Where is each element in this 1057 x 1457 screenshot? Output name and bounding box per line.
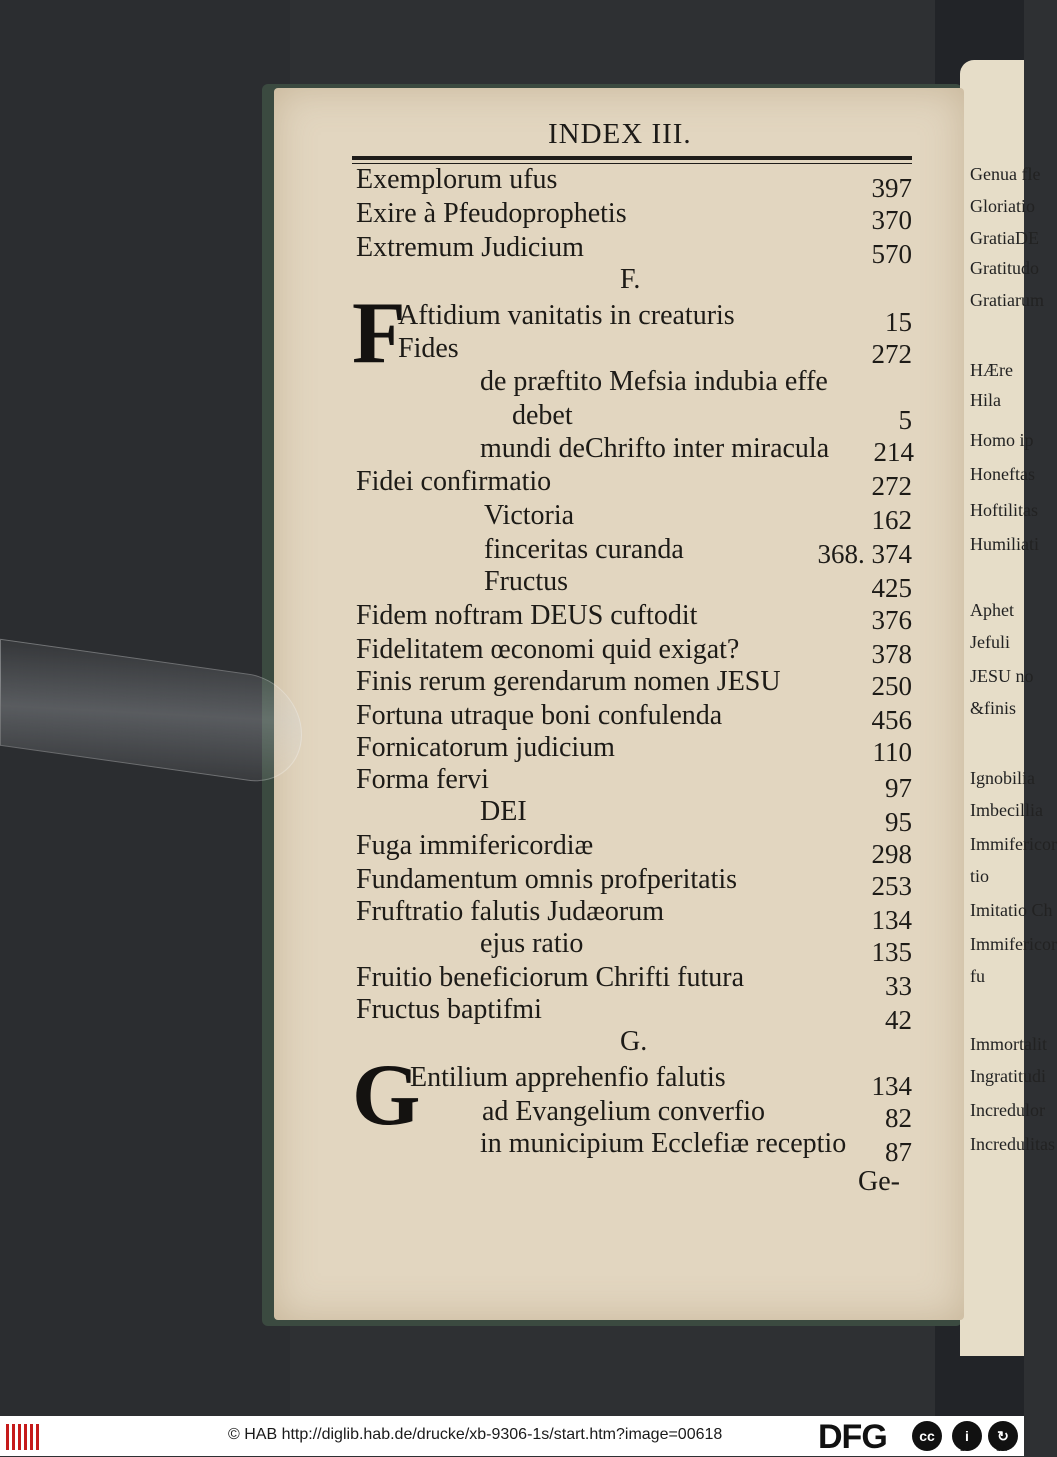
facing-page-fragment	[960, 60, 1057, 1356]
facing-line: Incredulitas	[970, 1134, 1055, 1154]
facing-line: Immifericor	[970, 834, 1057, 854]
facing-line: Humiliati	[970, 534, 1039, 554]
page-number: 272	[871, 471, 912, 501]
page-number: 370	[871, 205, 912, 235]
page-number: 134	[871, 1071, 912, 1101]
page-number: 162	[871, 505, 912, 535]
index-entry: Fidelitatem œconomi quid exigat?	[356, 634, 740, 665]
index-entry: de præftito Mefsia indubia effe	[480, 366, 828, 397]
copyright-url[interactable]: © HAB http://diglib.hab.de/drucke/xb-9306-1s/start.htm?image=00618	[228, 1426, 723, 1443]
facing-line: Imitatio Ch	[970, 900, 1053, 920]
page-number: 570	[871, 239, 912, 269]
page-number: 135	[871, 937, 912, 967]
facing-line: Gratitudo	[970, 258, 1039, 278]
index-entry: Fructus baptifmi	[356, 994, 542, 1025]
facing-line: Gratiarum	[970, 290, 1044, 310]
index-entry: Fortuna utraque boni confulenda	[356, 700, 723, 731]
index-entry: Forma fervi	[356, 764, 489, 795]
index-entry: finceritas curanda	[484, 534, 684, 565]
by-license-icon[interactable]: i	[952, 1421, 982, 1451]
page-number: 42	[885, 1005, 912, 1035]
drop-initial-f: F	[352, 285, 406, 382]
index-entry: Fides	[398, 333, 459, 364]
page-number: 15	[885, 307, 912, 337]
index-entry: Fundamentum omnis profperitatis	[356, 864, 738, 895]
facing-line: Hila	[970, 390, 1001, 410]
sa-label: SA	[996, 1444, 1007, 1453]
facing-line: Incredulor	[970, 1100, 1045, 1120]
index-entry: ad Evangelium converfio	[482, 1096, 766, 1127]
running-head: INDEX III.	[548, 118, 692, 150]
facing-line: JESU no	[970, 666, 1034, 686]
facing-line: Imbecillia	[970, 800, 1043, 820]
facing-line: fu	[970, 966, 985, 986]
index-entry: Fruitio beneficiorum Chrifti futura	[356, 962, 745, 993]
page-number: 214	[873, 437, 914, 467]
index-entry: mundi deChrifto inter miracula	[480, 433, 830, 464]
index-entry: Entilium apprehenfio falutis	[410, 1062, 726, 1093]
facing-line: Ingratitudi	[970, 1066, 1046, 1086]
hab-logo-icon[interactable]	[6, 1424, 44, 1450]
facing-line: Jefuli	[970, 632, 1010, 652]
sa-license-icon[interactable]: ↻	[988, 1421, 1018, 1451]
page-number: 33	[885, 971, 912, 1001]
facing-line: Gloriatio	[970, 196, 1035, 216]
section-letter: G.	[620, 1026, 648, 1057]
page-number: 253	[871, 871, 912, 901]
cc-license-icon[interactable]: cc	[912, 1421, 942, 1451]
section-letter: F.	[620, 264, 641, 295]
facing-line: Ignobilia	[970, 768, 1035, 788]
index-entry: Aftidium vanitatis in creaturis	[398, 300, 735, 331]
page-number: 110	[872, 737, 912, 767]
index-entry: debet	[512, 400, 573, 431]
index-entry: Fructus	[484, 566, 568, 597]
index-entry: Finis rerum gerendarum nomen JESU	[356, 666, 781, 697]
page-number: 5	[898, 405, 912, 435]
footer-bar	[0, 1416, 1024, 1456]
page-number: 95	[885, 807, 912, 837]
page-number: 134	[871, 905, 912, 935]
page-number: 298	[871, 839, 912, 869]
page-number: 272	[871, 339, 912, 369]
page-number: 368. 374	[817, 539, 912, 569]
index-entry: Fidei confirmatio	[356, 466, 552, 497]
facing-line: Immifericor	[970, 934, 1057, 954]
facing-line: Honeftas	[970, 464, 1035, 484]
index-entry: Exire à Pfeudoprophetis	[356, 198, 627, 229]
page-number: 378	[871, 639, 912, 669]
by-label: BY	[960, 1444, 971, 1453]
index-entry: Victoria	[484, 500, 575, 531]
page-number: 456	[871, 705, 912, 735]
index-entry: Exemplorum ufus	[356, 164, 558, 195]
index-entry: Fornicatorum judicium	[356, 732, 615, 763]
facing-line: tio	[970, 866, 990, 886]
drop-initial-g: G	[352, 1047, 421, 1144]
header-rule	[352, 156, 912, 160]
facing-line: &finis	[970, 698, 1017, 718]
index-entry: in municipium Ecclefiæ receptio	[480, 1128, 847, 1159]
catchword: Ge-	[858, 1166, 900, 1197]
index-entry: Fruftratio falutis Judæorum	[356, 896, 664, 927]
facing-line: GratiaDE	[970, 228, 1039, 248]
facing-line: Immortalit	[970, 1034, 1047, 1054]
facing-line: HÆre	[970, 360, 1013, 380]
page-number: 87	[885, 1137, 912, 1167]
page-number: 82	[885, 1103, 912, 1133]
page-number: 250	[871, 671, 912, 701]
facing-line: Homo ip	[970, 430, 1034, 450]
page-number: 397	[871, 173, 912, 203]
dfg-logo[interactable]: DFG	[818, 1418, 887, 1456]
page-number: 425	[871, 573, 912, 603]
index-entry: Fidem noftram DEUS cuftodit	[356, 600, 698, 631]
facing-line: Genua fle	[970, 164, 1041, 184]
index-entry: DEI	[480, 796, 527, 827]
facing-line: Aphet	[970, 600, 1014, 620]
index-entry: Extremum Judicium	[356, 232, 584, 263]
page-number: 376	[871, 605, 912, 635]
index-entry: Fuga immifericordiæ	[356, 830, 594, 861]
facing-line: Hoftilitas	[970, 500, 1038, 520]
page-number: 97	[885, 773, 912, 803]
index-entry: ejus ratio	[480, 928, 584, 959]
